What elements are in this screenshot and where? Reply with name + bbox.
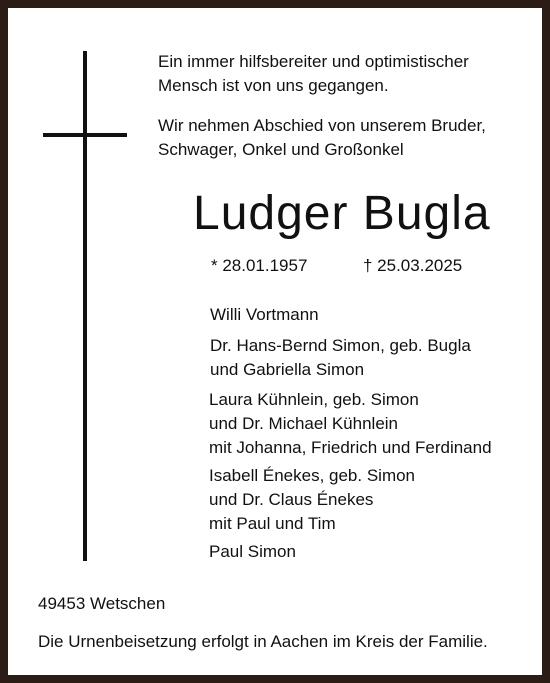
survivor-line: Laura Kühnlein, geb. Simon — [209, 390, 419, 409]
farewell-text — [158, 114, 486, 162]
cross-horizontal-bar — [43, 133, 127, 137]
intro-line-1: Ein immer hilfsbereiter und optimistischer — [158, 52, 469, 71]
survivor-line: Willi Vortmann — [210, 305, 319, 324]
death-date: † 25.03.2025 — [363, 256, 463, 275]
cross-vertical-bar — [83, 51, 87, 561]
survivor-group-3 — [209, 388, 492, 460]
survivor-group-2 — [210, 334, 471, 382]
survivor-line: Paul Simon — [209, 542, 296, 561]
survivor-line: Dr. Hans-Bernd Simon, geb. Bugla — [210, 336, 471, 355]
survivor-line: und Dr. Michael Kühnlein — [209, 414, 399, 433]
intro-line-2: Mensch ist von uns gegangen. — [158, 76, 389, 95]
farewell-line-2: Schwager, Onkel und Großonkel — [158, 140, 404, 159]
survivor-line: und Dr. Claus Énekes — [209, 490, 374, 509]
burial-notice: Die Urnenbeisetzung erfolgt in Aachen im Kreis der Familie. — [38, 632, 488, 651]
survivor-line: mit Paul und Tim — [209, 514, 336, 533]
intro-text — [158, 50, 469, 98]
survivor-group-1 — [210, 303, 319, 327]
farewell-line-1: Wir nehmen Abschied von unserem Bruder, — [158, 116, 486, 135]
survivor-group-4 — [209, 464, 415, 536]
survivor-line: mit Johanna, Friedrich und Ferdinand — [209, 438, 492, 457]
deceased-name: Ludger Bugla — [193, 187, 491, 240]
birth-date: * 28.01.1957 — [211, 256, 308, 275]
survivor-line: Isabell Énekes, geb. Simon — [209, 466, 416, 485]
survivor-line: und Gabriella Simon — [210, 360, 365, 379]
survivor-group-5 — [209, 540, 296, 564]
location-text: 49453 Wetschen — [38, 594, 166, 613]
